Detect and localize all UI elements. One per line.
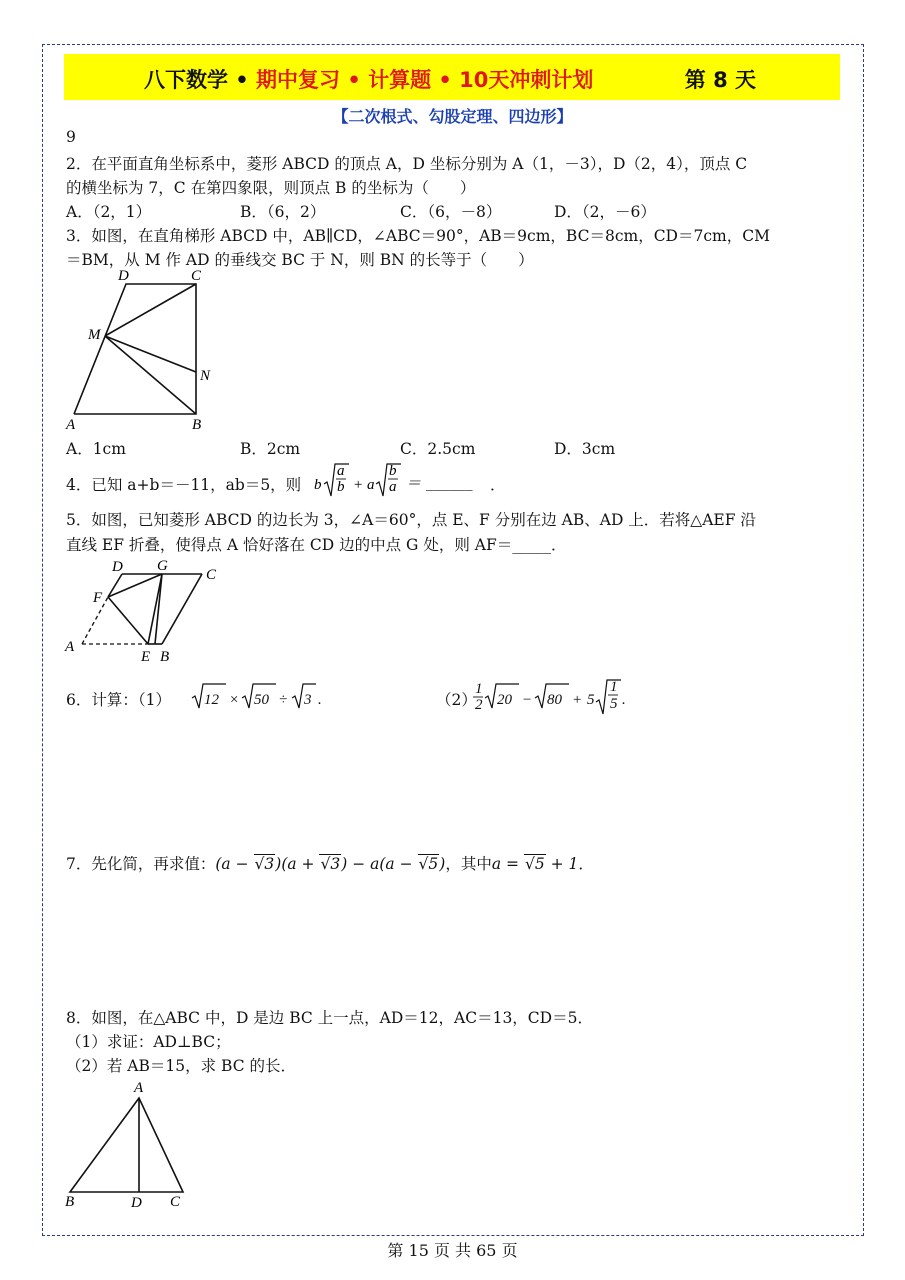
q5-label-f: F: [93, 590, 103, 606]
q4-end: ．: [490, 476, 506, 494]
q3-text-line2: ＝BM，从 M 作 AD 的垂线交 BC 于 N，则 BN 的长等于（ ）: [66, 251, 534, 269]
svg-text:b: b: [389, 463, 397, 479]
q5-rhombus-figure: [60, 555, 230, 667]
q2-text-line2: 的横坐标为 7，C 在第四象限，则顶点 B 的坐标为（ ）: [66, 179, 476, 197]
q8-label-a: A: [134, 1080, 144, 1096]
q5-label-d: D: [112, 559, 123, 575]
q5-label-c: C: [206, 567, 217, 583]
q5-text-line2: 直线 EF 折叠，使得点 A 恰好落在 CD 边的中点 G 处，则 AF＝_____．: [66, 536, 567, 554]
section-subtitle: 【二次根式、勾股定理、四边形】: [332, 107, 573, 126]
svg-text:b: b: [337, 479, 345, 495]
q8-text-line1: 8．如图，在△ABC 中，D 是边 BC 上一点，AD＝12，AC＝13，CD＝5．: [66, 1009, 593, 1027]
q3-label-m: M: [88, 327, 101, 343]
svg-text:50: 50: [254, 692, 269, 708]
q3-label-c: C: [191, 268, 202, 284]
svg-text:+: +: [572, 692, 583, 708]
header-title: 八下数学 • 期中复习 • 计算题 • 10天冲刺计划: [144, 68, 594, 92]
q5-label-g: G: [157, 558, 168, 574]
q8-label-c: C: [170, 1194, 181, 1210]
page-footer: 第 15 页 共 65 页: [387, 1241, 518, 1260]
q8-label-d: D: [131, 1195, 142, 1210]
q3-option-c: C．2.5cm: [400, 440, 476, 458]
q3-option-d: D．3cm: [554, 440, 616, 458]
q6-expression-2: [472, 676, 642, 718]
svg-text:3: 3: [304, 692, 312, 708]
svg-text:a: a: [367, 477, 375, 493]
svg-text:−: −: [522, 692, 533, 708]
q8-part2: （2）若 AB＝15，求 BC 的长．: [66, 1057, 296, 1075]
svg-text:÷: ÷: [279, 692, 288, 708]
svg-text:1: 1: [610, 679, 618, 695]
q7-text: 7．先化简，再求值：(a − √3)(a + √3) − a(a − √5)，其中a = √5 + 1．: [66, 855, 594, 873]
q8-triangle-figure: [56, 1076, 196, 1210]
q4-text: 4．已知 a+b＝－11，ab＝5，则: [66, 476, 302, 494]
q3-label-a: A: [66, 417, 76, 432]
q5-text-line1: 5．如图，已知菱形 ABCD 的边长为 3，∠A＝60°，点 E、F 分别在边 AB、AD 上．若将△AEF 沿: [66, 511, 756, 529]
q5-label-e: E: [141, 649, 151, 665]
header-day: 第 8 天: [684, 68, 756, 92]
svg-text:12: 12: [204, 692, 219, 708]
q4-answer-blank: ______: [426, 473, 473, 491]
q3-trapezoid-figure: [60, 262, 230, 432]
svg-text:b: b: [314, 477, 322, 493]
svg-text:a: a: [337, 463, 345, 479]
q3-option-b: B．2cm: [240, 440, 301, 458]
q6-expression-1: [190, 680, 340, 714]
svg-text:×: ×: [229, 692, 240, 708]
svg-text:1: 1: [475, 681, 483, 697]
q3-label-b: B: [192, 417, 202, 432]
q3-label-d: D: [118, 268, 129, 284]
header-banner: [64, 54, 840, 100]
q2-option-c: C．（6，－8）: [400, 203, 502, 221]
svg-text:5: 5: [587, 692, 595, 708]
svg-text:.: .: [622, 692, 626, 708]
svg-text:a: a: [389, 479, 397, 495]
svg-text:.: .: [318, 692, 322, 708]
q2-option-a: A．（2，1）: [66, 203, 152, 221]
svg-text:2: 2: [475, 697, 483, 713]
q3-label-n: N: [200, 368, 211, 384]
q6-part2-label: （2）: [436, 691, 477, 709]
svg-text:20: 20: [497, 692, 512, 708]
q2-option-d: D．（2，－6）: [554, 203, 656, 221]
svg-text:+: +: [353, 477, 364, 493]
q4-formula: [312, 458, 422, 502]
q5-label-a: A: [65, 639, 75, 655]
q3-text-line1: 3．如图，在直角梯形 ABCD 中，AB∥CD，∠ABC＝90°，AB＝9cm，BC＝8cm，CD＝7cm，CM: [66, 227, 770, 245]
q5-label-b: B: [160, 649, 170, 665]
svg-text:5: 5: [610, 696, 618, 712]
q6-prefix: 6．计算：（1）: [66, 691, 171, 709]
q5-answer-blank: _____: [512, 536, 551, 554]
q8-label-b: B: [65, 1194, 75, 1210]
q2-option-b: B．（6，2）: [240, 203, 326, 221]
q2-text-line1: 2．在平面直角坐标系中，菱形 ABCD 的顶点 A，D 坐标分别为 A（1，－3），D（2，4），顶点 C: [66, 155, 748, 173]
svg-text:＝: ＝: [406, 476, 422, 492]
q1-answer-tail: 9: [66, 128, 76, 146]
q3-option-a: A．1cm: [66, 440, 126, 458]
q8-part1: （1）求证：AD⊥BC；: [66, 1033, 231, 1051]
svg-text:80: 80: [547, 692, 562, 708]
